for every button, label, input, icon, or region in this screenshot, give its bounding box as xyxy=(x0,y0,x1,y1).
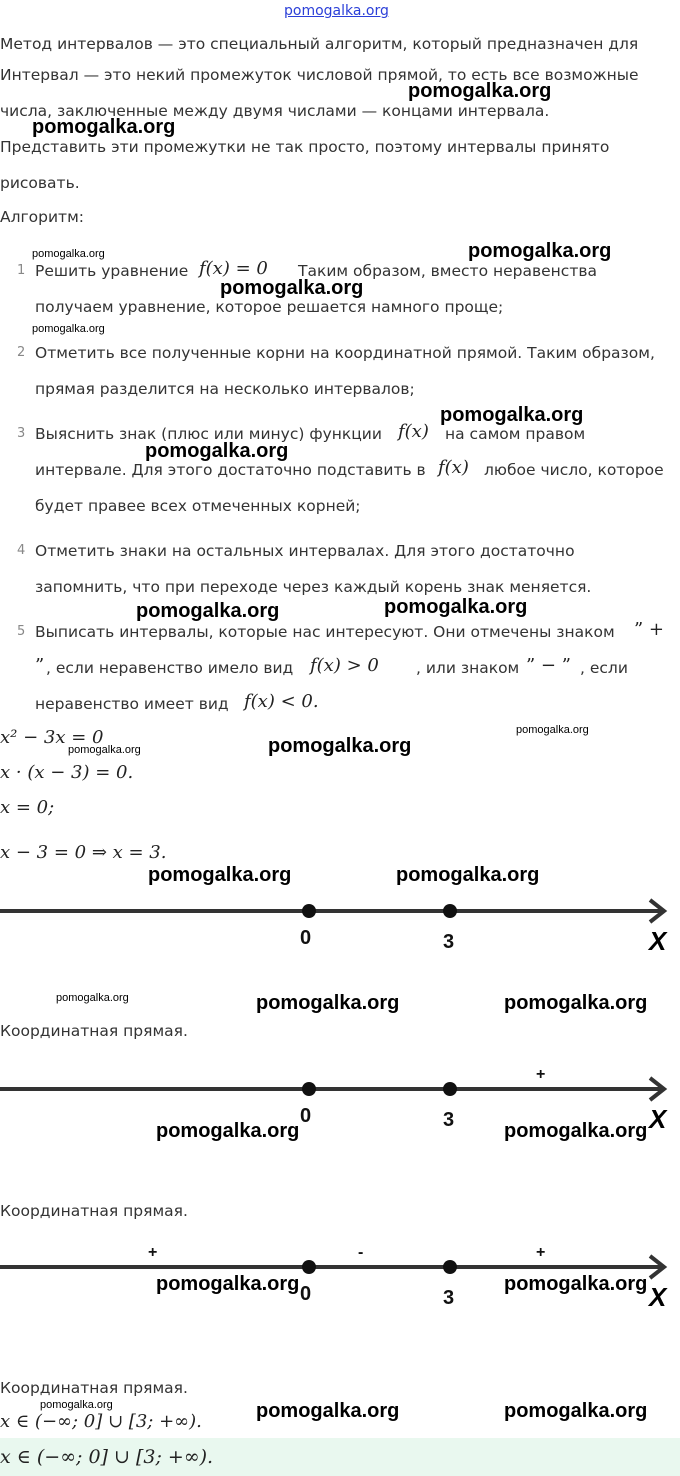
equation-3: x = 0; xyxy=(0,797,55,818)
step-3-text-d: любое число, которое xyxy=(484,461,664,479)
watermark: pomogalka.org xyxy=(32,248,105,260)
watermark: pomogalka.org xyxy=(256,1400,400,1422)
watermark: pomogalka.org xyxy=(516,724,589,736)
step-5-text-c: , или знаком xyxy=(416,659,520,677)
watermark: pomogalka.org xyxy=(408,80,552,102)
watermark: pomogalka.org xyxy=(440,404,584,426)
intro-line-4: Представить эти промежутки не так просто, поэтому интервалы принято xyxy=(0,138,610,156)
intro-line-3: числа, заключенные между двумя числами — концами интервала. xyxy=(0,102,550,120)
step-number: 4 xyxy=(17,543,26,558)
tick-label-0: 0 xyxy=(300,1283,312,1305)
step-3-text-c: интервале. Для этого достаточно подставить в xyxy=(35,461,426,479)
step-5-math-4: f(x) < 0. xyxy=(244,691,319,712)
sign-left: + xyxy=(148,1244,158,1261)
step-5-quote: ” xyxy=(35,655,45,676)
watermark: pomogalka.org xyxy=(156,1273,300,1295)
watermark: pomogalka.org xyxy=(396,864,540,886)
watermark: pomogalka.org xyxy=(268,735,412,757)
axis-x-label: X xyxy=(649,1104,667,1132)
number-line-1 xyxy=(0,892,680,956)
root-point-3 xyxy=(443,904,457,918)
watermark: pomogalka.org xyxy=(68,744,141,756)
step-5-math-3: ” − ” xyxy=(526,655,571,676)
axis-x-label: X xyxy=(649,926,667,956)
watermark: pomogalka.org xyxy=(504,1120,648,1142)
caption-3: Координатная прямая. xyxy=(0,1379,188,1397)
watermark: pomogalka.org xyxy=(504,1400,648,1422)
step-5-text-a: Выписать интервалы, которые нас интересуют. Они отмечены знаком xyxy=(35,623,615,641)
step-5-math-2: f(x) > 0 xyxy=(310,655,379,676)
step-1-text-a: Решить уравнение xyxy=(35,262,189,280)
caption-2: Координатная прямая. xyxy=(0,1202,188,1220)
watermark: pomogalka.org xyxy=(145,440,289,462)
watermark: pomogalka.org xyxy=(32,323,105,335)
intro-line-1: Метод интервалов — это специальный алгоритм, который предназначен для xyxy=(0,35,639,53)
root-point-0 xyxy=(302,1260,316,1274)
step-3-line-3: будет правее всех отмеченных корней; xyxy=(35,497,361,515)
watermark-link[interactable]: pomogalka.org xyxy=(284,3,389,19)
sign-right: + xyxy=(536,1066,546,1083)
watermark: pomogalka.org xyxy=(56,992,129,1004)
sign-middle: - xyxy=(358,1244,364,1261)
tick-label-3: 3 xyxy=(443,931,455,953)
step-1-text-b: Таким образом, вместо неравенства xyxy=(298,262,597,280)
root-point-0 xyxy=(302,904,316,918)
tick-label-3: 3 xyxy=(443,1287,455,1309)
tick-label-0: 0 xyxy=(300,1105,312,1127)
axis-x-label: X xyxy=(649,1282,667,1310)
step-number: 3 xyxy=(17,426,26,441)
step-number: 1 xyxy=(17,263,26,278)
step-3-math-2: f(x) xyxy=(438,457,469,478)
step-2-line-2: прямая разделится на несколько интервалов; xyxy=(35,380,415,398)
watermark: pomogalka.org xyxy=(256,992,400,1014)
watermark: pomogalka.org xyxy=(156,1120,300,1142)
step-3-text-b: на самом правом xyxy=(445,425,586,443)
watermark: pomogalka.org xyxy=(220,277,364,299)
step-5-text-d: , если xyxy=(580,659,628,677)
step-3-math-1: f(x) xyxy=(398,421,429,442)
step-number: 5 xyxy=(17,624,26,639)
intro-line-5: рисовать. xyxy=(0,174,80,192)
tick-label-3: 3 xyxy=(443,1109,455,1131)
step-4-line-2: запомнить, что при переходе через каждый корень знак меняется. xyxy=(35,578,592,596)
intro-line-2: Интервал — это некий промежуток числовой прямой, то есть все возможные xyxy=(0,66,639,84)
answer-boxed: x ∈ (−∞; 0] ∪ [3; +∞). xyxy=(0,1446,214,1468)
watermark: pomogalka.org xyxy=(32,116,176,138)
step-4-line-1: Отметить знаки на остальных интервалах. Для этого достаточно xyxy=(35,542,575,560)
answer-line: x ∈ (−∞; 0] ∪ [3; +∞). xyxy=(0,1411,202,1432)
watermark: pomogalka.org xyxy=(148,864,292,886)
algorithm-title: Алгоритм: xyxy=(0,208,84,226)
answer-box xyxy=(0,1438,680,1476)
watermark: pomogalka.org xyxy=(384,596,528,618)
watermark: pomogalka.org xyxy=(136,600,280,622)
step-number: 2 xyxy=(17,345,26,360)
tick-label-0: 0 xyxy=(300,927,312,949)
equation-2: x · (x − 3) = 0. xyxy=(0,762,134,783)
equation-1: x² − 3x = 0 xyxy=(0,727,104,748)
caption-1: Координатная прямая. xyxy=(0,1022,188,1040)
step-5-text-b: , если неравенство имело вид xyxy=(46,659,294,677)
root-point-3 xyxy=(443,1260,457,1274)
watermark: pomogalka.org xyxy=(40,1399,113,1411)
step-3-text-a: Выяснить знак (плюс или минус) функции xyxy=(35,425,382,443)
step-5-text-e: неравенство имеет вид xyxy=(35,695,229,713)
step-1-math: f(x) = 0 xyxy=(199,258,268,279)
root-point-3 xyxy=(443,1082,457,1096)
watermark: pomogalka.org xyxy=(468,240,612,262)
step-5-math-1: ” + xyxy=(634,619,665,640)
sign-right: + xyxy=(536,1244,546,1261)
equation-4: x − 3 = 0 ⇒ x = 3. xyxy=(0,842,167,863)
watermark: pomogalka.org xyxy=(504,992,648,1014)
step-2-line-1: Отметить все полученные корни на координатной прямой. Таким образом, xyxy=(35,344,655,362)
root-point-0 xyxy=(302,1082,316,1096)
watermark: pomogalka.org xyxy=(504,1273,648,1295)
step-1-line-2: получаем уравнение, которое решается намного проще; xyxy=(35,298,504,316)
